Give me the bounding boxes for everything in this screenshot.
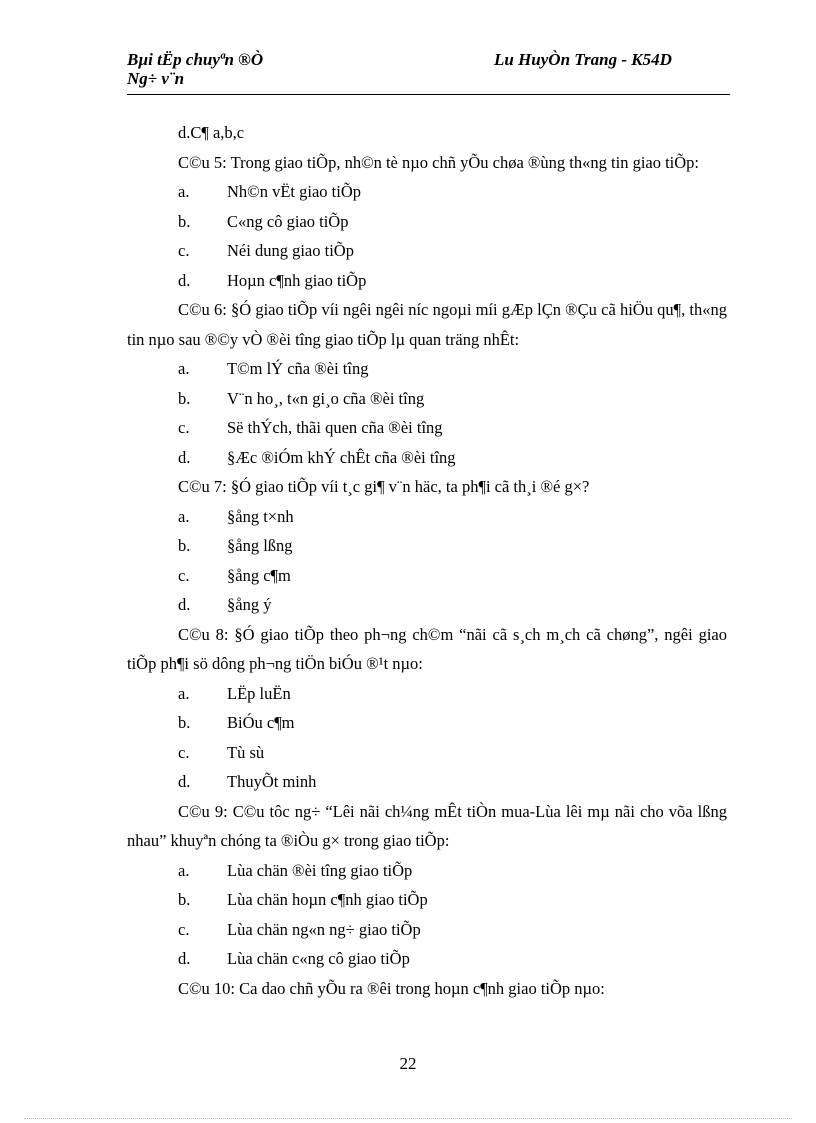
answer-line: d.C¶ a,b,c xyxy=(178,123,245,142)
option-letter: c. xyxy=(178,418,190,437)
option-letter: d. xyxy=(178,270,191,290)
option-row xyxy=(127,354,727,384)
option-letter: b. xyxy=(178,211,191,231)
option-text: Nh©n vËt giao tiÕp xyxy=(227,182,361,201)
option-letter: a. xyxy=(178,506,190,526)
option-text: Lùa chän ®èi tîng giao tiÕp xyxy=(227,860,413,880)
option-letter: a. xyxy=(178,182,190,201)
footer-divider xyxy=(24,1118,792,1119)
option-text: Lùa chän c«ng cô giao tiÕp xyxy=(227,949,410,968)
option-row xyxy=(127,885,727,915)
option-text: §ång lßng xyxy=(227,536,293,555)
option-letter: a. xyxy=(178,359,190,378)
option-text: Lùa chän hoµn c¶nh giao tiÕp xyxy=(227,890,428,909)
option-text: V¨n ho¸, t«n gi¸o cña ®èi tîng xyxy=(227,388,425,408)
option-text: §Æc ®iÓm khÝ chÊt cña ®èi tîng xyxy=(227,447,456,467)
option-row xyxy=(127,708,727,738)
header-title-line1: Bµi tËp chuyªn ®Ò xyxy=(127,50,264,69)
option-letter: d. xyxy=(178,772,191,791)
question-8: C©u 8: §Ó giao tiÕp theo ph¬ng ch©m “nãi cã s¸ch m¸ch cã chøng”, ngêi giao tiÕp ph¶i sö dông ph¬ng tiÖn biÓu ®¹t nµo: xyxy=(127,624,727,673)
option-letter: c. xyxy=(178,241,190,260)
option-row xyxy=(127,679,727,709)
question-9: C©u 9: C©u tôc ng÷ “Lêi nãi ch¼ng mÊt tiÒn mua-Lùa lêi mµ nãi cho võa lßng nhau” khuyªn chóng ta ®iÒu g× trong giao tiÕp: xyxy=(127,801,727,850)
option-row xyxy=(127,738,727,768)
option-letter: d. xyxy=(178,595,191,614)
option-row xyxy=(127,915,727,945)
option-text: Hoµn c¶nh giao tiÕp xyxy=(227,270,367,290)
option-row xyxy=(127,590,727,620)
option-letter: d. xyxy=(178,949,191,968)
header-title-line2: Ng÷ v¨n xyxy=(127,69,185,88)
option-text: §ång ý xyxy=(227,595,272,614)
option-row xyxy=(127,561,727,591)
option-row xyxy=(127,207,727,237)
option-text: LËp luËn xyxy=(227,683,291,703)
option-letter: b. xyxy=(178,713,191,732)
document-body xyxy=(127,118,727,1003)
option-letter: b. xyxy=(178,388,191,408)
question-10: C©u 10: Ca dao chñ yÕu ra ®êi trong hoµn c¶nh giao tiÕp nµo: xyxy=(178,978,605,998)
option-row xyxy=(127,767,727,797)
option-text: §ång c¶m xyxy=(227,565,291,585)
question-7: C©u 7: §Ó giao tiÕp víi t¸c gi¶ v¨n häc, ta ph¶i cã th¸i ®é g×? xyxy=(178,477,590,496)
option-letter: c. xyxy=(178,919,190,939)
option-letter: c. xyxy=(178,742,190,762)
option-row xyxy=(127,944,727,974)
option-text: Së thÝch, thãi quen cña ®èi tîng xyxy=(227,418,443,437)
question-5: C©u 5: Trong giao tiÕp, nh©n tè nµo chñ yÕu chøa ®ùng th«ng tin giao tiÕp: xyxy=(178,152,700,172)
option-row xyxy=(127,236,727,266)
option-row xyxy=(127,856,727,886)
option-text: Lùa chän ng«n ng÷ giao tiÕp xyxy=(227,919,421,939)
option-text: §ång t×nh xyxy=(227,506,294,526)
option-row xyxy=(127,384,727,414)
option-letter: d. xyxy=(178,447,191,467)
option-letter: b. xyxy=(178,536,191,555)
option-letter: a. xyxy=(178,683,190,703)
question-6: C©u 6: §Ó giao tiÕp víi ngêi ngêi níc ngoµi míi gÆp lÇn ®Çu cã hiÖu qu¶, th«ng tin nµo sau ®©y vÒ ®èi tîng giao tiÕp lµ quan träng nhÊt: xyxy=(127,300,727,349)
option-letter: c. xyxy=(178,565,190,585)
option-row xyxy=(127,413,727,443)
option-text: Tù sù xyxy=(227,742,265,762)
page-number: 22 xyxy=(399,1054,417,1073)
page-header xyxy=(127,50,730,95)
option-text: ThuyÕt minh xyxy=(227,772,317,791)
option-row xyxy=(127,502,727,532)
option-row xyxy=(127,177,727,207)
option-row xyxy=(127,266,727,296)
option-text: C«ng cô giao tiÕp xyxy=(227,211,349,231)
header-author: Lu HuyÒn Trang - K54D xyxy=(494,50,672,69)
option-row xyxy=(127,531,727,561)
option-letter: b. xyxy=(178,890,191,909)
option-row xyxy=(127,443,727,473)
option-letter: a. xyxy=(178,860,190,880)
option-text: Néi dung giao tiÕp xyxy=(227,241,354,260)
option-text: T©m lÝ cña ®èi tîng xyxy=(227,359,369,378)
option-text: BiÓu c¶m xyxy=(227,713,295,732)
header-title xyxy=(127,50,263,88)
